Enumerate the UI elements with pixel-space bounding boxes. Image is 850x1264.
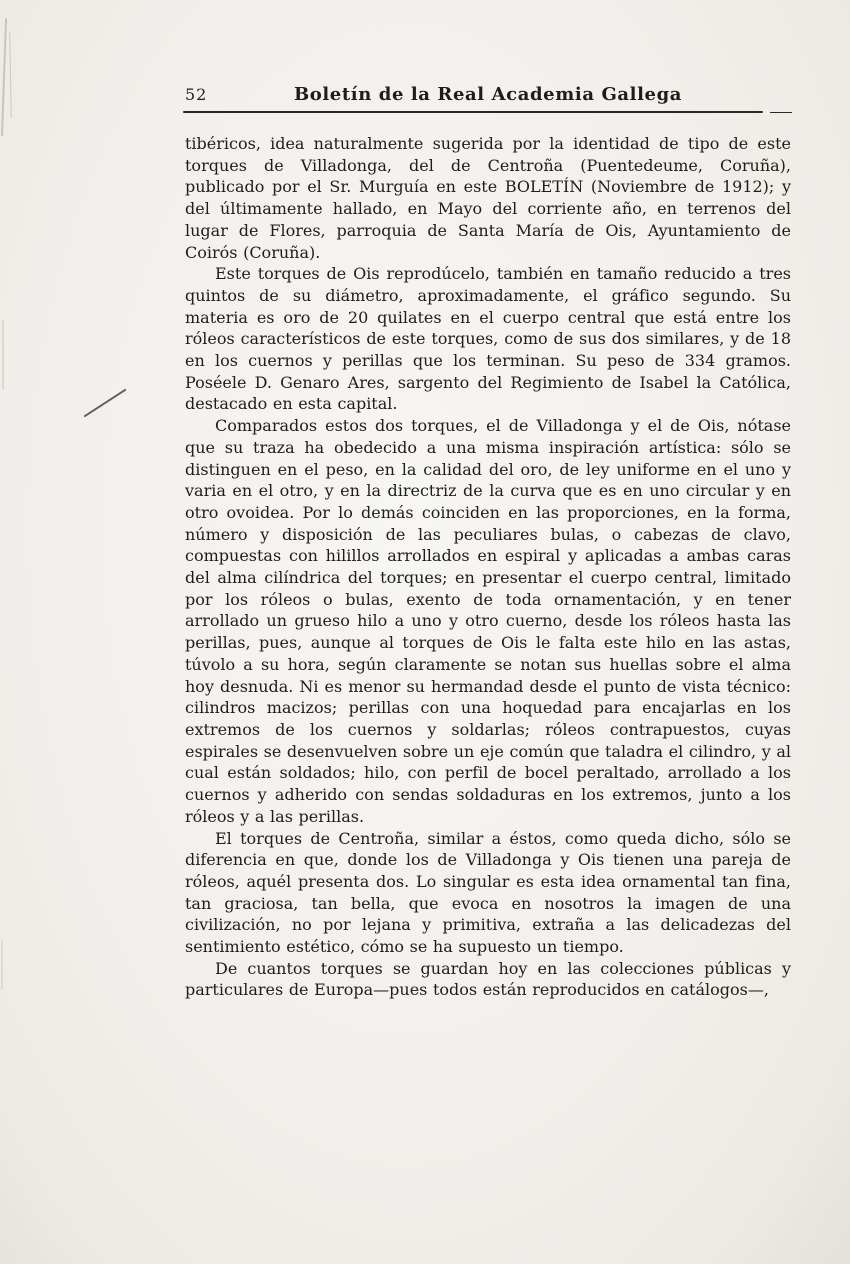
binding-mark [1,18,7,136]
header-rule [183,111,763,113]
binding-mark [9,32,12,118]
text-block [185,133,791,1001]
paragraph: El torques de Centroña, similar a éstos, como queda dicho, sólo se diferencia en que, donde los de Villadonga y Ois tienen una pareja de róleos, aquél presenta dos. Lo singular es esta idea ornamental tan fina, tan graciosa, tan bella, que evoca en nosotros la imagen de una civilización, no por lejana y primitiva, extraña a las delicadezas del sentimiento estético, cómo se ha supuesto un tiempo. [185,828,791,957]
page-number: 52 [185,85,208,104]
paragraph: Este torques de Ois reprodúcelo, también en tamaño reducido a tres quintos de su diámetro, aproximadamente, el gráfico segundo. Su materia es oro de 20 quilates en el cuerpo central que está entre los róleos característicos de este torques, como de sus dos similares, y de 18 en los cuernos y perillas que los terminan. Su peso de 334 gramos. Poséele D. Genaro Ares, sargento del Regimiento de Isabel la Católica, destacado en esta capital. [185,264,791,414]
binding-mark [2,320,4,390]
paragraph-continuation: tibéricos, idea naturalmente sugerida por la identidad de tipo de este torques de Villadonga, del de Centroña (Puentedeume, Coruña), publicado por el Sr. Murguía en este BOLETÍN (Noviembre de 1912); y del últimamente hallado, en Mayo del corriente año, en terrenos del lugar de Flores, parroquia de Santa María de Ois, Ayuntamiento de Coirós (Coruña). [185,134,791,262]
pen-mark [83,389,126,418]
header-title: Boletín de la Real Academia Gallega [293,84,683,105]
paragraph: Comparados estos dos torques, el de Villadonga y el de Ois, nótase que su traza ha obedecido a una misma inspiración artística: sólo se distinguen en el peso, en la calidad del oro, de ley uniforme en el uno y varia en el otro, y en la directriz de la curva que es en uno circular y en otro ovoidea. Por lo demás coinciden en las proporciones, en la forma, número y disposición de las peculiares bulas, o cabezas de clavo, compuestas con hilillos arrollados en espiral y aplicadas a ambas caras del alma cilíndrica del torques; en presentar el cuerpo central, limitado por los róleos o bulas, exento de toda ornamentación, y en tener arrollado un grueso hilo a uno y otro cuerno, desde los róleos hasta las perillas, pues, aunque al torques de Ois le falta este hilo en las astas, túvolo a su hora, según claramente se notan sus huellas sobre el alma hoy desnuda. Ni es menor su hermandad desde el punto de vista técnico: cilindros macizos; perillas con una hoquedad para encajarlas en los extremos de los cuernos y soldarlas; róleos contrapuestos, cuyas espirales se desenvuelven sobre un eje común que taladra el cilindro, y al cual están soldados; hilo, con perfil de bocel peraltado, arrollado a los cuernos y adherido con sendas soldaduras en los extremos, junto a los róleos y a las perillas. [185,416,791,826]
header-rule-tick [770,112,792,113]
paragraph: De cuantos torques se guardan hoy en las colecciones públicas y particulares de Europa—pues todos están reproducidos en catálogos—, [185,958,791,1000]
page-header [185,84,791,105]
binding-mark [1,940,3,990]
